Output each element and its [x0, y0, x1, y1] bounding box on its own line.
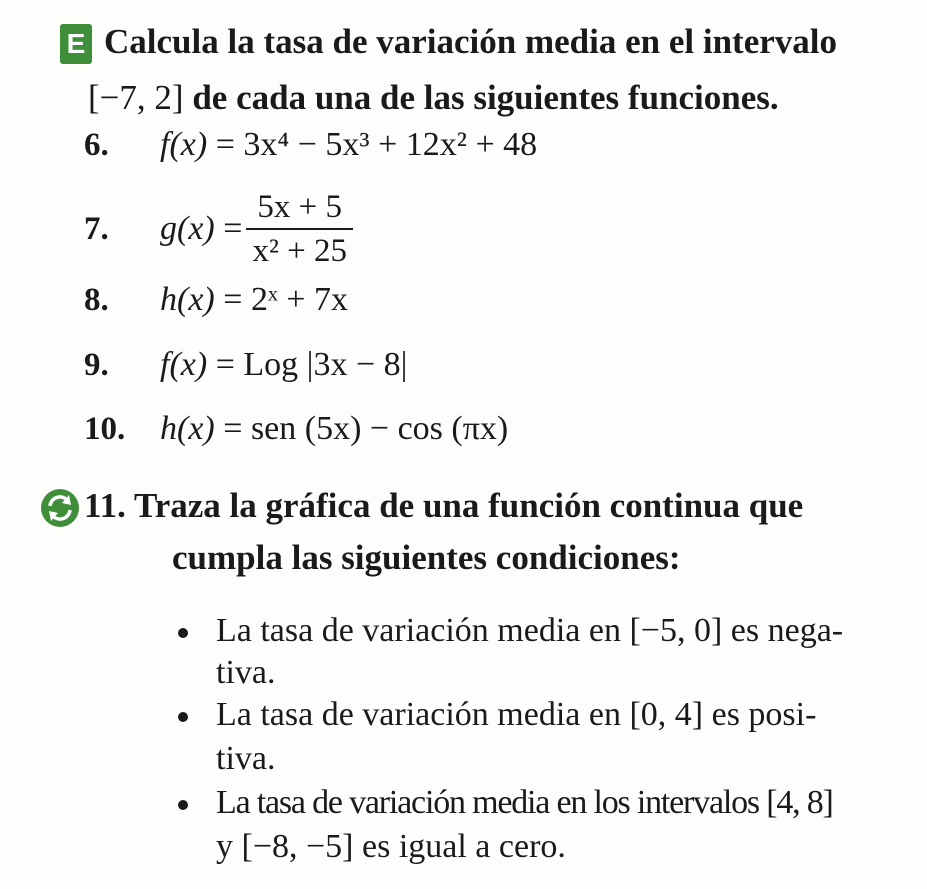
exercise-11-text: Traza la gráfica de una función continua que: [133, 486, 804, 525]
exercise-formula: [160, 126, 537, 164]
exercise-11-heading-line1: [84, 484, 803, 528]
fraction-numerator: 5x + 5: [246, 188, 353, 230]
equals-sign: =: [214, 210, 243, 247]
section-badge: E: [60, 24, 92, 64]
equals-sign: =: [207, 346, 244, 383]
function-lhs: f(x): [160, 346, 208, 383]
exercise-number: 9.: [84, 346, 109, 383]
exercise-formula: [160, 210, 242, 248]
exercise-number: 6.: [84, 126, 109, 163]
heading-line2-rest: de cada una de las siguientes funciones.: [183, 78, 779, 117]
function-lhs: h(x): [160, 281, 215, 318]
exercise-number: 8.: [84, 281, 109, 318]
exercise-10: [84, 410, 508, 464]
exercise-formula: [160, 410, 508, 448]
condition-2-line2: tiva.: [216, 740, 276, 777]
exercise-number: 11.: [84, 486, 126, 525]
exercise-number: 10.: [84, 410, 126, 447]
condition-3-line1: La tasa de variación media en los intervalos [4, 8]: [216, 784, 833, 821]
exercise-9: [84, 346, 407, 400]
equals-sign: =: [214, 281, 251, 318]
function-rhs: 3x⁴ − 5x³ + 12x² + 48: [243, 126, 538, 163]
condition-1-line1: La tasa de variación media en [−5, 0] es nega-: [216, 612, 844, 649]
equals-sign: =: [207, 126, 244, 163]
condition-1-line2: tiva.: [216, 654, 276, 691]
section-heading-line1: Calcula la tasa de variación media en el intervalo: [104, 22, 837, 61]
function-lhs: h(x): [160, 410, 215, 447]
function-rhs: sen (5x) − cos (πx): [250, 410, 509, 447]
exercise-11-heading-line2: cumpla las siguientes condiciones:: [172, 538, 681, 577]
section-heading-line2: [88, 76, 779, 120]
heading-interval: [−7, 2]: [88, 78, 184, 117]
function-lhs: f(x): [160, 126, 208, 163]
exercise-formula: [160, 346, 407, 384]
exercise-7: [84, 188, 353, 268]
exercise-6: [84, 126, 537, 180]
function-lhs: g(x): [160, 210, 215, 247]
bullet-icon: [178, 712, 188, 722]
fraction-denominator: x² + 25: [252, 233, 347, 269]
function-rhs: Log |3x − 8|: [243, 346, 408, 383]
exercise-8: [84, 281, 348, 335]
exercise-number: 7.: [84, 210, 109, 247]
cycle-arrows-icon: [40, 488, 80, 528]
function-rhs: 2ˣ + 7x: [250, 281, 348, 318]
condition-3-line2: y [−8, −5] es igual a cero.: [216, 828, 566, 865]
fraction: [246, 188, 353, 270]
bullet-icon: [178, 628, 188, 638]
exercise-formula: [160, 281, 348, 319]
condition-2-line1: La tasa de variación media en [0, 4] es posi-: [216, 696, 817, 733]
bullet-icon: [178, 800, 188, 810]
equals-sign: =: [214, 410, 251, 447]
